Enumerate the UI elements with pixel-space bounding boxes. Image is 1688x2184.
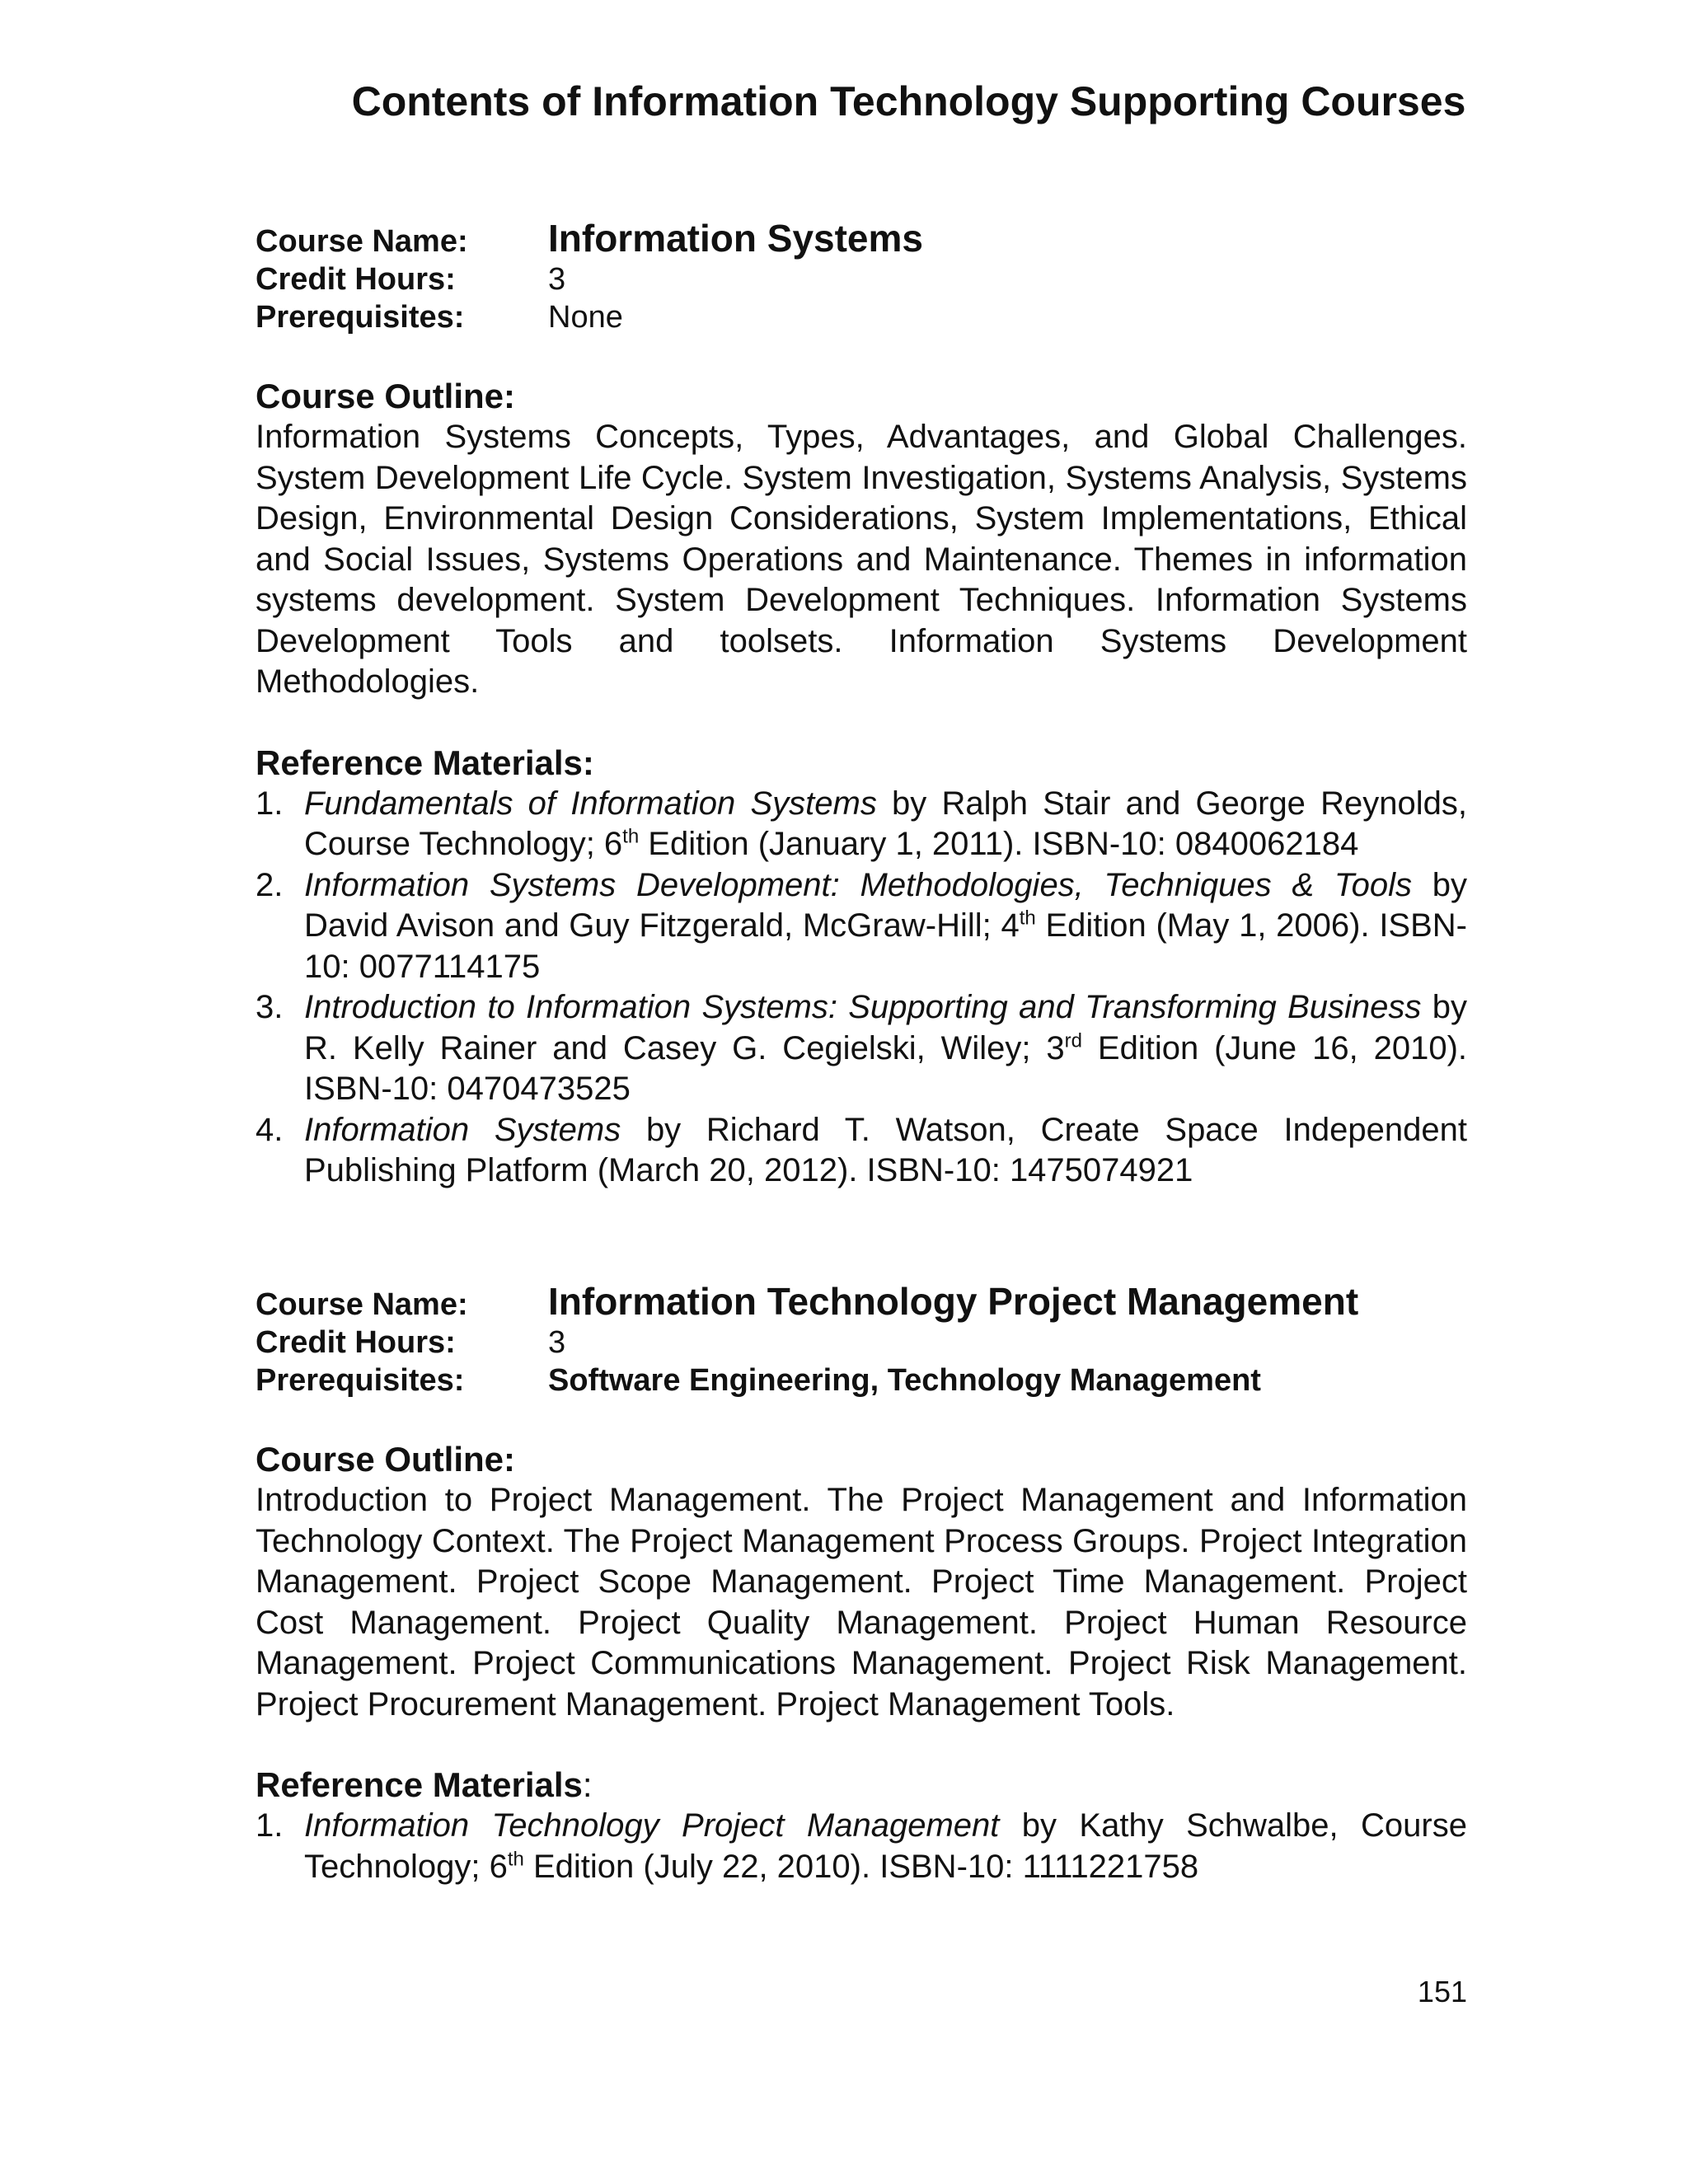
reference-by: by xyxy=(876,785,942,822)
credit-hours-row xyxy=(256,1325,1467,1363)
reference-number: 1. xyxy=(256,785,284,822)
reference-details: David Avison and Guy Fitzgerald, McGraw-Hill; 4 xyxy=(304,907,1020,944)
course-section-information-systems xyxy=(256,216,1467,1192)
reference-item xyxy=(256,784,1467,865)
prerequisites-value: None xyxy=(548,300,623,335)
course-name-label: Course Name: xyxy=(256,224,468,259)
reference-number: 1. xyxy=(256,1807,284,1844)
course-outline-heading: Course Outline: xyxy=(256,1440,516,1479)
reference-title: Introduction to Information Systems: Supporting and Transforming Business xyxy=(304,989,1422,1025)
reference-details-end: Edition (July 22, 2010). ISBN-10: 1111221758 xyxy=(523,1848,1199,1885)
ordinal-suffix: th xyxy=(1019,907,1036,930)
ordinal-suffix: th xyxy=(507,1848,524,1871)
reference-details-end: Edition (May 1, 2006). ISBN-10: 0077114175 xyxy=(304,907,1467,985)
ordinal-suffix: th xyxy=(622,825,640,848)
reference-details: Richard T. Watson, Create Space Independent Publishing Platform (March 20, 2012). ISBN-10: 1475074921 xyxy=(304,1111,1467,1188)
reference-list xyxy=(256,784,1467,1192)
reference-by: by xyxy=(1412,866,1467,903)
course-name-row xyxy=(256,216,1467,262)
course-name-row xyxy=(256,1279,1467,1325)
credit-hours-value: 3 xyxy=(548,1325,566,1360)
reference-title: Information Technology Project Management xyxy=(304,1807,1000,1844)
page-title: Contents of Information Technology Supporting Courses xyxy=(351,78,1466,124)
reference-details-end: Edition (January 1, 2011). ISBN-10: 0840062184 xyxy=(639,826,1359,862)
page-number: 151 xyxy=(1417,1975,1467,2008)
prerequisites-row xyxy=(256,1363,1467,1401)
reference-materials-heading xyxy=(256,1765,1467,1806)
reference-title: Information Systems xyxy=(304,1111,621,1148)
course-name-value: Information Systems xyxy=(548,217,923,260)
reference-by: by xyxy=(999,1807,1080,1844)
ordinal-suffix: rd xyxy=(1064,1029,1082,1052)
prerequisites-label: Prerequisites: xyxy=(256,1363,465,1398)
course-outline-heading: Course Outline: xyxy=(256,377,516,415)
course-name-label: Course Name: xyxy=(256,1287,468,1322)
reference-details-end: Edition (June 16, 2010). ISBN-10: 0470473525 xyxy=(304,1029,1468,1107)
reference-item xyxy=(256,987,1467,1110)
heading-colon: : xyxy=(582,1765,593,1804)
course-section-it-project-management xyxy=(256,1279,1467,1887)
reference-title: Fundamentals of Information Systems xyxy=(304,785,877,822)
course-outline-text: Introduction to Project Management. The Project Management and Information Technology Context. The Project Management Process Groups. Project Integration Management. Project Scope Management. Project Time Management. Project Cost Management. Project Quality Management. Project Human Resource Management. Project Communications Management. Project Risk Management. Project Procurement Management. Project Management Tools. xyxy=(256,1482,1467,1722)
reference-details: Kathy Schwalbe, Course Technology; 6 xyxy=(304,1807,1467,1885)
course-outline-text: Information Systems Concepts, Types, Advantages, and Global Challenges. System Development Life Cycle. System Investigation, Systems Analysis, Systems Design, Environmental Design Considerations, System Implementations, Ethical and Social Issues, Systems Operations and Maintenance. Themes in information systems development. System Development Techniques. Information Systems Development Tools and toolsets. Information Systems Development Methodologies. xyxy=(256,419,1467,700)
prerequisites-label: Prerequisites: xyxy=(256,300,465,335)
course-name-value: Information Technology Project Management xyxy=(548,1280,1359,1323)
credit-hours-label: Credit Hours: xyxy=(256,1325,456,1360)
reference-by: by xyxy=(621,1111,706,1148)
reference-details: Ralph Stair and George Reynolds, Course Technology; 6 xyxy=(304,785,1467,862)
reference-list xyxy=(256,1806,1467,1887)
reference-number: 2. xyxy=(256,866,284,903)
credit-hours-value: 3 xyxy=(548,262,566,297)
credit-hours-row xyxy=(256,262,1467,300)
credit-hours-label: Credit Hours: xyxy=(256,262,456,297)
reference-materials-heading-text: Reference Materials xyxy=(256,1765,583,1804)
reference-by: by xyxy=(1421,989,1468,1025)
reference-number: 4. xyxy=(256,1111,284,1148)
reference-item xyxy=(256,1806,1467,1887)
prerequisites-row xyxy=(256,300,1467,338)
reference-materials-heading: Reference Materials: xyxy=(256,743,594,782)
reference-title: Information Systems Development: Methodologies, Techniques & Tools xyxy=(304,866,1412,903)
reference-number: 3. xyxy=(256,989,284,1025)
reference-item xyxy=(256,865,1467,988)
reference-details: R. Kelly Rainer and Casey G. Cegielski, Wiley; 3 xyxy=(304,1029,1065,1066)
reference-item xyxy=(256,1110,1467,1192)
prerequisites-value: Software Engineering, Technology Management xyxy=(548,1363,1261,1398)
